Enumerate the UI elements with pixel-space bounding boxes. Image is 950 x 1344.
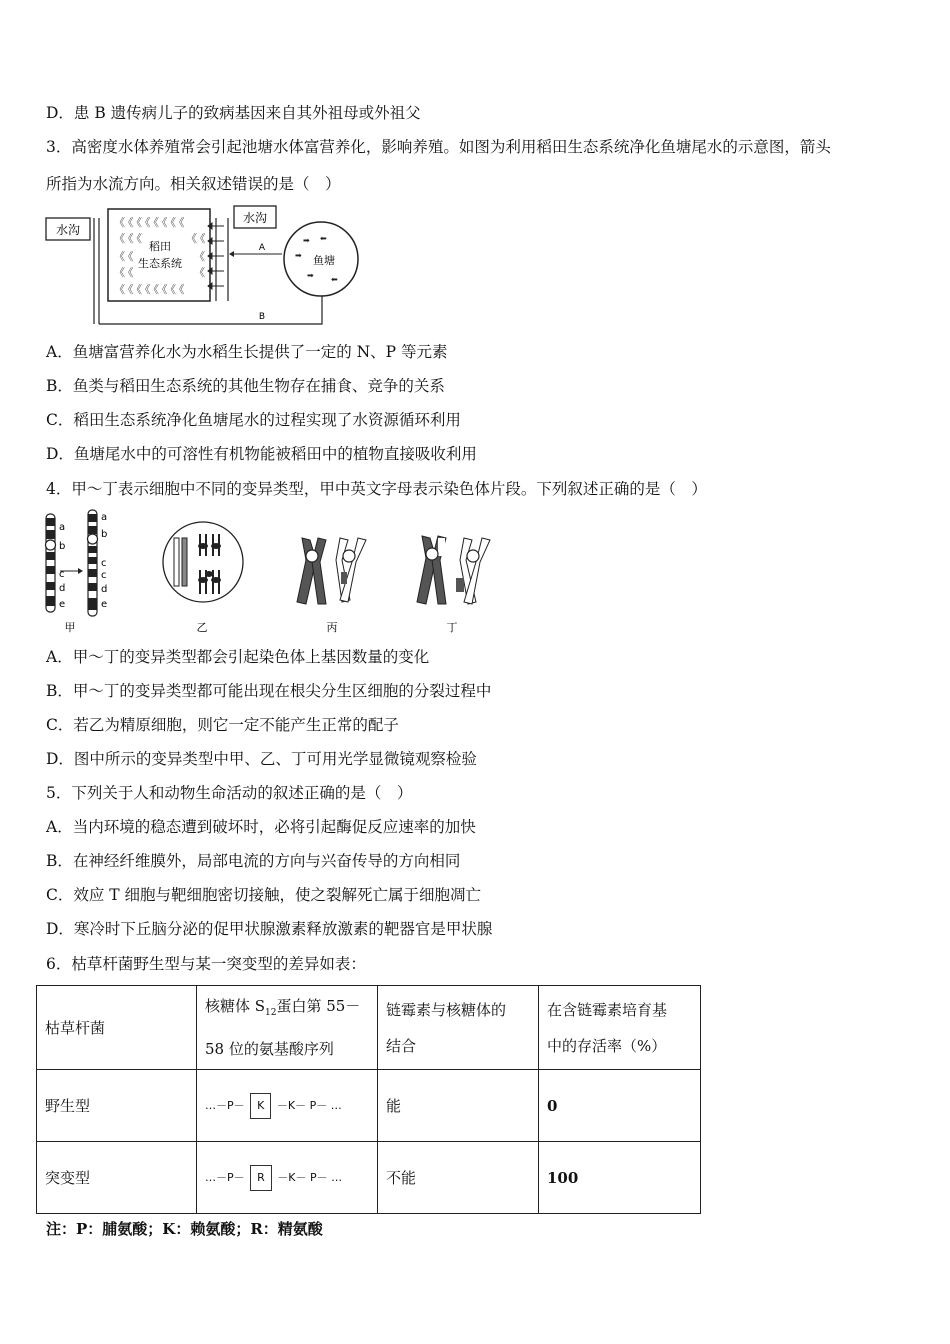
header-cell: 在含链霉素培育基 中的存活率（%） [539, 986, 701, 1070]
svg-text:⬅: ⬅ [331, 275, 338, 284]
q5-option-b: B．在神经纤维膜外，局部电流的方向与兴奋传导的方向相同 [46, 852, 461, 870]
svg-text:《《: 《《 [186, 232, 209, 245]
svg-text:➡: ➡ [307, 271, 314, 280]
q3-option-a: A．鱼塘富营养化水为水稻生长提供了一定的 N、P 等元素 [46, 343, 448, 361]
row-name: 突变型 [37, 1142, 197, 1214]
svg-text:《《: 《《 [114, 250, 137, 263]
svg-text:《《《: 《《《 [114, 232, 145, 245]
svg-text:e: e [101, 599, 108, 610]
svg-text:《: 《 [194, 266, 208, 279]
table-row [37, 1142, 701, 1214]
svg-text:b: b [59, 541, 66, 552]
q4-label-yi: 乙 [196, 621, 208, 634]
q3-ditch-left-label: 水沟 [55, 223, 81, 237]
q3-paddy-label-1: 稻田 [149, 240, 171, 253]
table-row [37, 1070, 701, 1142]
svg-text:《: 《 [194, 250, 208, 263]
q3-option-d: D．鱼塘尾水中的可溶性有机物能被稻田中的植物直接吸收利用 [46, 445, 477, 463]
svg-text:➡: ➡ [295, 251, 302, 260]
q3-pond-label: 鱼塘 [313, 254, 335, 267]
mutation-site-box: K [250, 1093, 271, 1119]
q4-figure-ding [417, 536, 490, 634]
q3-paddy-label-2: 生态系统 [138, 257, 182, 270]
q5-option-a: A．当内环境的稳态遭到破坏时，必将引起酶促反应速率的加快 [46, 818, 476, 836]
q4-option-c: C．若乙为精原细胞，则它一定不能产生正常的配子 [46, 716, 399, 734]
svg-text:a: a [101, 512, 108, 523]
svg-text:d: d [59, 583, 66, 594]
q4-option-d: D．图中所示的变异类型中甲、乙、丁可用光学显微镜观察检验 [46, 750, 477, 768]
q6-table [36, 985, 701, 1214]
row-name: 野生型 [37, 1070, 197, 1142]
q4-label-jia: 甲 [64, 621, 76, 634]
q3-stem-line2: 所指为水流方向。相关叙述错误的是（ ） [46, 175, 341, 193]
svg-text:《《《《《《《《: 《《《《《《《《 [114, 216, 188, 229]
svg-text:a: a [59, 522, 66, 533]
amino-acid-sequence: …－P－ K －K－ P－ … [197, 1070, 378, 1142]
q3-ditch-right-label: 水沟 [242, 211, 268, 225]
q2-option-d: D．患 B 遗传病儿子的致病基因来自其外祖母或外祖父 [46, 104, 421, 122]
svg-text:b: b [101, 529, 108, 540]
q4-figure-bing [297, 538, 366, 634]
q3-stem-line1: 3．高密度水体养殖常会引起池塘水体富营养化，影响养殖。如图为利用稻田生态系统净化鱼塘尾水的示意图，箭头 [46, 138, 831, 156]
header-cell: 链霉素与核糖体的 结合 [378, 986, 539, 1070]
q6-note: 注：P：脯氨酸；K：赖氨酸；R：精氨酸 [46, 1220, 323, 1238]
q4-label-bing: 丙 [326, 621, 338, 634]
binding-cell: 不能 [378, 1142, 539, 1214]
q4-figure-yi [163, 522, 243, 634]
q4-option-a: A．甲～丁的变异类型都会引起染色体上基因数量的变化 [46, 648, 430, 666]
mutation-site-box: R [250, 1165, 272, 1191]
q4-label-ding: 丁 [446, 621, 458, 634]
svg-text:《《: 《《 [114, 266, 137, 279]
binding-cell: 能 [378, 1070, 539, 1142]
q5-option-c: C．效应 T 细胞与靶细胞密切接触，使之裂解死亡属于细胞凋亡 [46, 886, 482, 904]
q3-paddy-diagram [44, 204, 374, 330]
survival-rate-cell: 100 [539, 1142, 701, 1214]
q3-option-c: C．稻田生态系统净化鱼塘尾水的过程实现了水资源循环利用 [46, 411, 461, 429]
survival-rate-cell: 0 [539, 1070, 701, 1142]
q3-arrow-b-label: B [258, 312, 266, 322]
header-cell: 核糖体 $S_{12}$蛋白第 55－ 58 位的氨基酸序列 [197, 986, 378, 1070]
q4-figure-jia [46, 510, 108, 634]
q3-arrow-a-label: A [258, 243, 266, 253]
q5-option-d: D．寒冷时下丘脑分泌的促甲状腺激素释放激素的靶器官是甲状腺 [46, 920, 493, 938]
svg-text:c: c [101, 558, 107, 569]
q4-option-b: B．甲～丁的变异类型都可能出现在根尖分生区细胞的分裂过程中 [46, 682, 492, 700]
svg-text:⬅: ⬅ [320, 234, 327, 243]
q5-stem: 5．下列关于人和动物生命活动的叙述正确的是（ ） [46, 784, 413, 802]
svg-text:c: c [101, 570, 107, 581]
svg-text:c: c [59, 569, 65, 580]
q4-stem: 4．甲～丁表示细胞中不同的变异类型，甲中英文字母表示染色体片段。下列叙述正确的是（ ） [46, 480, 707, 498]
q4-chromosome-diagram [40, 508, 510, 636]
header-cell: 枯草杆菌 [37, 986, 197, 1070]
table-header-row [37, 986, 701, 1070]
q3-option-b: B．鱼类与稻田生态系统的其他生物存在捕食、竞争的关系 [46, 377, 445, 395]
q6-stem: 6．枯草杆菌野生型与某一突变型的差异如表： [46, 955, 366, 973]
svg-text:《《《《《《《《: 《《《《《《《《 [114, 283, 188, 296]
svg-text:d: d [101, 584, 108, 595]
amino-acid-sequence: …－P－ R －K－ P－ … [197, 1142, 378, 1214]
svg-text:➡: ➡ [303, 236, 310, 245]
svg-text:e: e [59, 599, 66, 610]
